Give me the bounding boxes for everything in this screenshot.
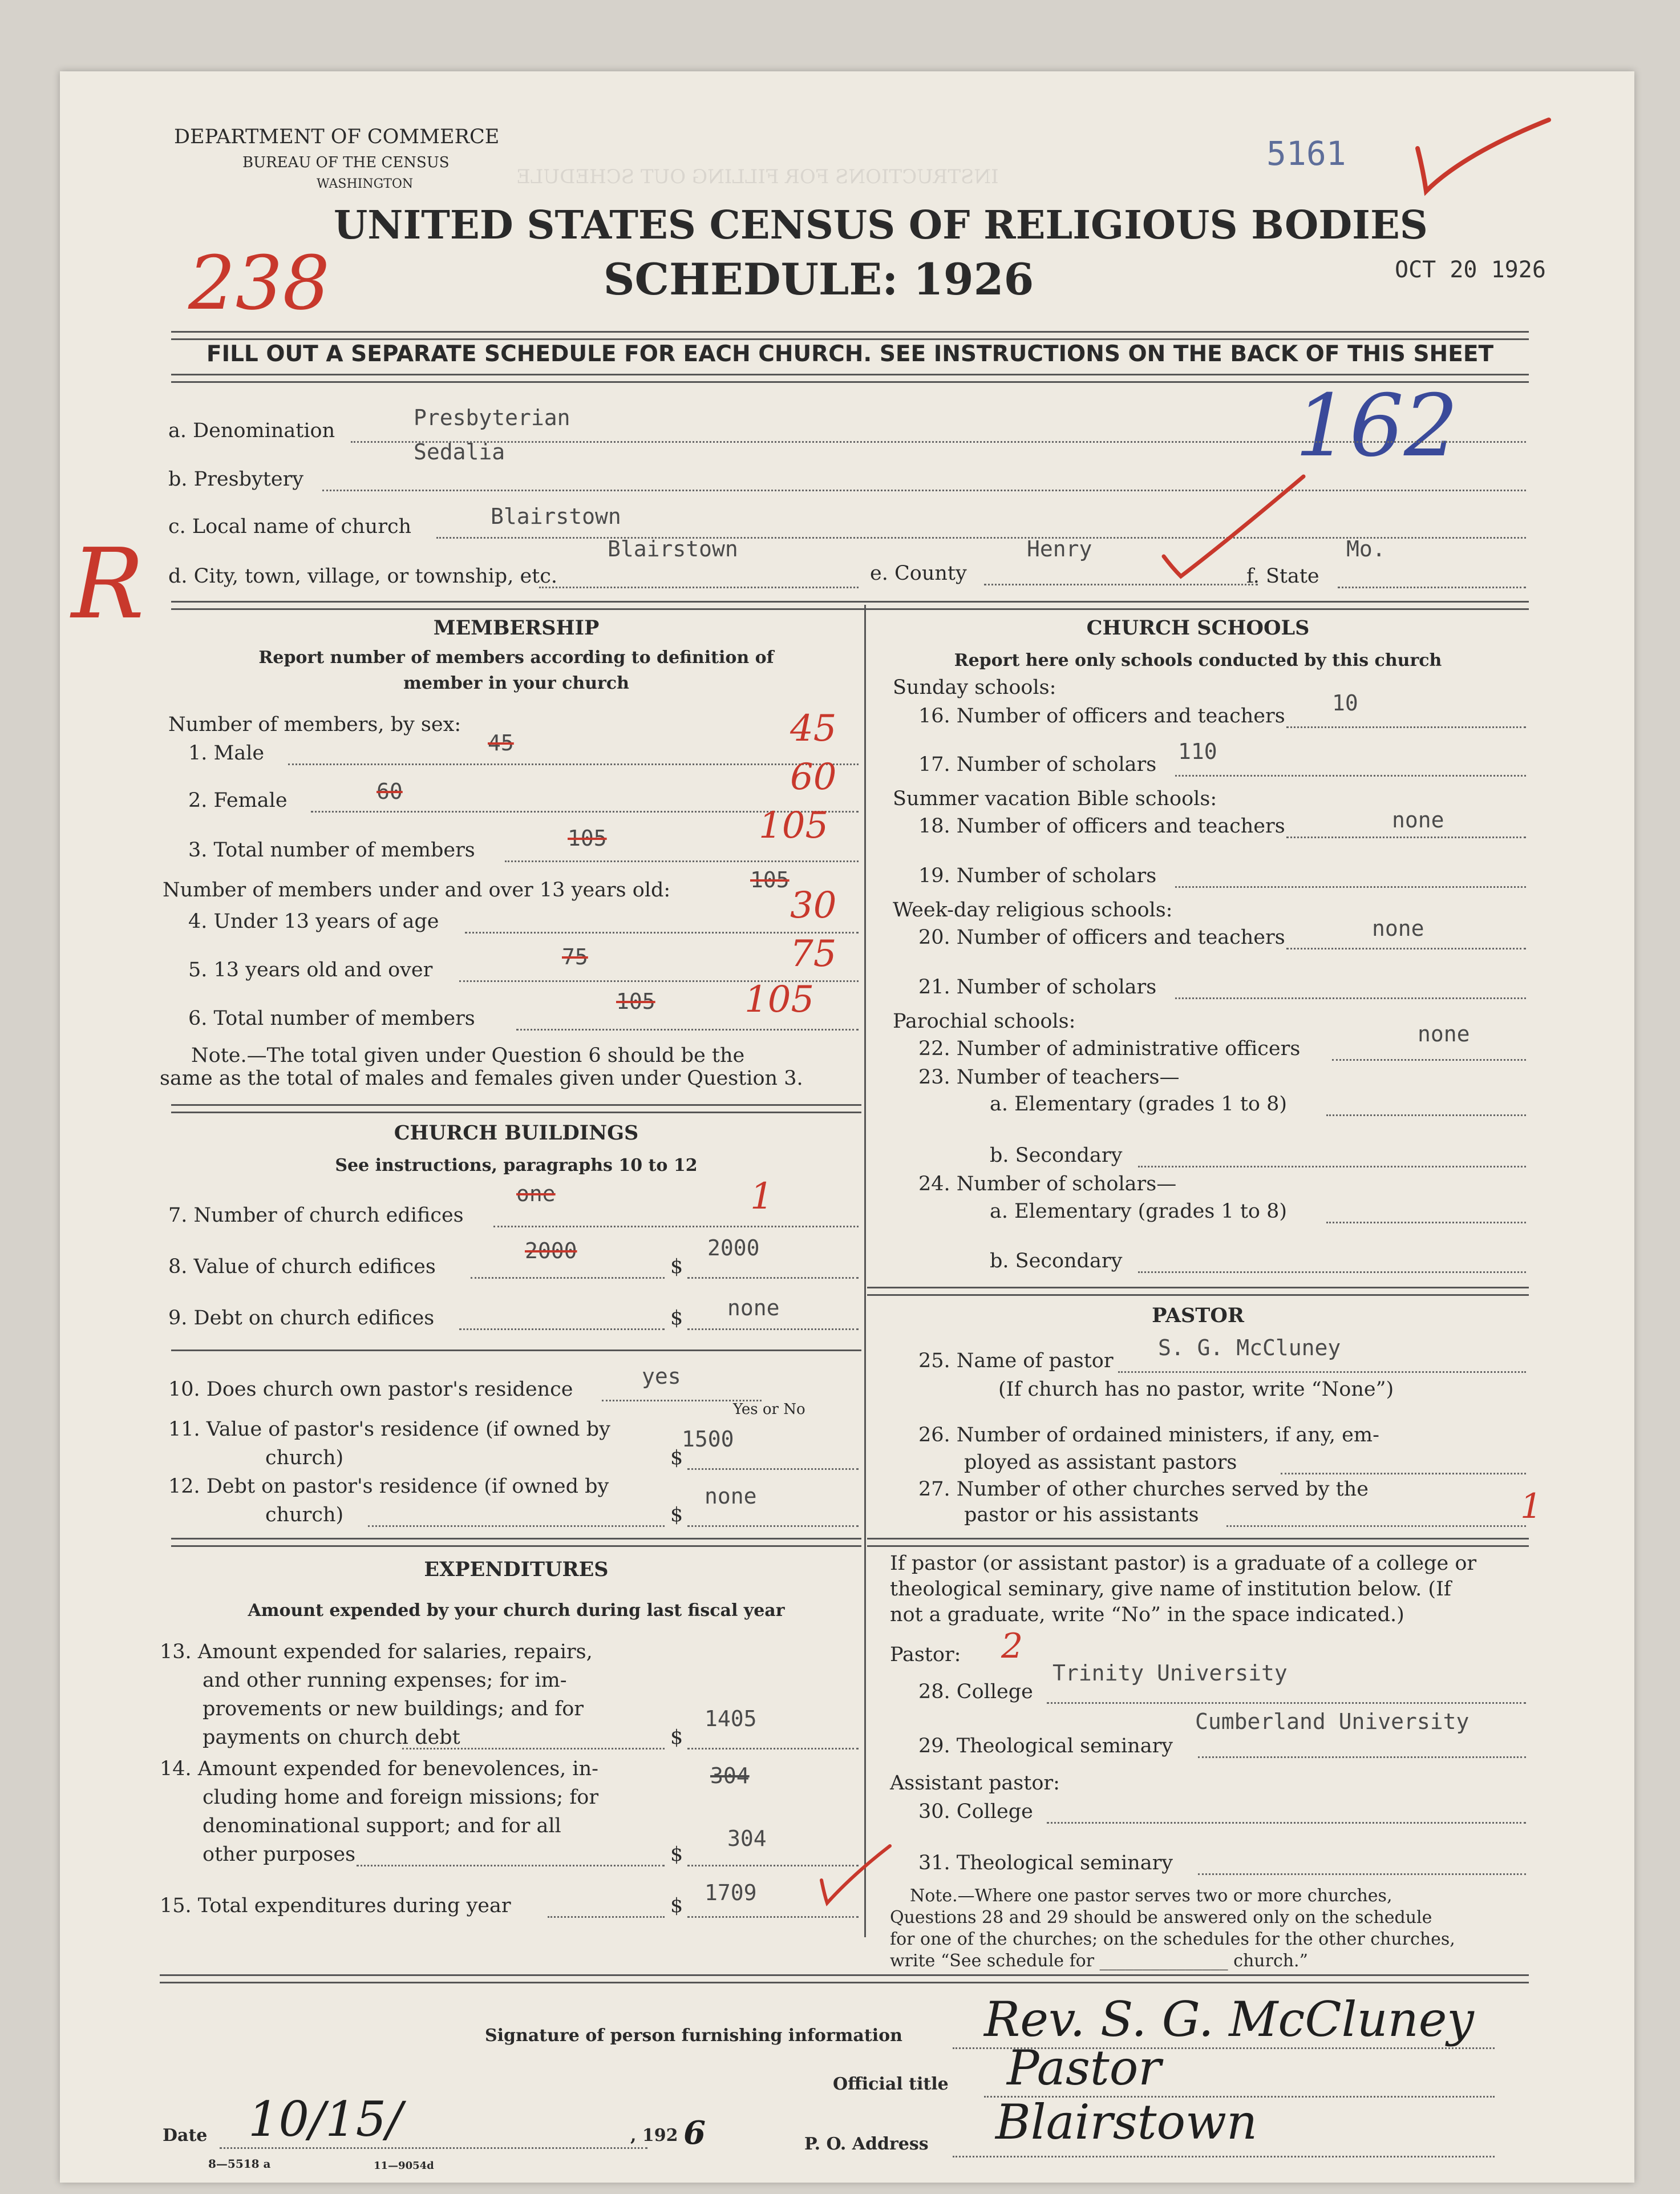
q13-line-2: and other running expenses; for im- (203, 1669, 567, 1692)
q26-line (1281, 1473, 1526, 1474)
city-line (539, 587, 859, 588)
county-label: e. County (870, 562, 967, 585)
footer-rule (160, 1974, 1529, 1983)
q14-line-3: denominational support; and for all (203, 1815, 561, 1837)
buildings-sub: See instructions, paragraphs 10 to 12 (335, 1155, 698, 1175)
q14-line-4: other purposes (203, 1843, 356, 1866)
pastor-heading: PASTOR (1152, 1304, 1244, 1327)
q13-line (402, 1748, 665, 1749)
pastor-hand-mark: 2 (1001, 1626, 1023, 1666)
q17-line (1175, 775, 1526, 777)
denomination-value: Presbyterian (414, 405, 570, 430)
q23a-label: a. Elementary (grades 1 to 8) (990, 1093, 1288, 1116)
q11-dollar: $ (670, 1446, 683, 1469)
schedule-year: SCHEDULE: 1926 (603, 254, 1034, 305)
yes-no-hint: Yes or No (733, 1401, 805, 1418)
handwritten-number: 238 (188, 240, 330, 326)
q10-value: yes (642, 1364, 681, 1389)
q7-hand-value: 1 (750, 1175, 774, 1218)
year-digit: 6 (683, 2114, 706, 2152)
q24b-label: b. Secondary (990, 1250, 1123, 1272)
q29-line (1198, 1756, 1526, 1758)
q24-label: 24. Number of scholars— (918, 1173, 1177, 1195)
q6-line (516, 1029, 859, 1031)
q14-line-2: cluding home and foreign missions; for (203, 1786, 599, 1809)
q15-line (548, 1916, 665, 1918)
q11-label-1: 11. Value of pastor's residence (if owned by (168, 1418, 610, 1441)
q9-line (459, 1328, 665, 1330)
q11-label-2: church) (265, 1446, 344, 1469)
presbytery-line (322, 490, 1526, 491)
q18-value: none (1392, 807, 1444, 833)
date-stamp: OCT 20 1926 (1395, 257, 1546, 283)
expenditures-sub: Amount expended by your church during last fiscal year (248, 1601, 785, 1621)
column-divider (864, 605, 866, 1937)
form-number-1: 8—5518 a (208, 2157, 271, 2171)
q13-value: 1405 (705, 1706, 757, 1731)
q9-value: none (727, 1295, 780, 1320)
date-line (220, 2147, 647, 2149)
q8-line (471, 1277, 665, 1279)
membership-heading: MEMBERSHIP (433, 616, 600, 640)
q29-value: Cumberland University (1195, 1709, 1470, 1734)
graduate-note-1: If pastor (or assistant pastor) is a graduate of a college or (890, 1552, 1477, 1575)
stamp-number: 5161 (1266, 134, 1346, 173)
q18-line (1286, 837, 1526, 838)
pastor-note-2: Questions 28 and 29 should be answered only on the schedule (890, 1908, 1432, 1928)
q12-dollar: $ (670, 1504, 683, 1526)
q1-typed-value: 45 (488, 730, 514, 755)
q4-hand-value: 30 (790, 884, 837, 927)
official-title-label: Official title (833, 2074, 949, 2094)
buildings-heading: CHURCH BUILDINGS (394, 1121, 639, 1145)
schools-heading: CHURCH SCHOOLS (1086, 616, 1310, 640)
q20-value: none (1372, 916, 1424, 941)
presbytery-value: Sedalia (414, 439, 505, 464)
handwritten-letter: R (71, 528, 144, 641)
department-name: DEPARTMENT OF COMMERCE (174, 126, 500, 148)
instruction-line: FILL OUT A SEPARATE SCHEDULE FOR EACH CHURCH. SEE INSTRUCTIONS ON THE BACK OF THIS SHEET (206, 341, 1494, 367)
q23b-label: b. Secondary (990, 1144, 1123, 1167)
membership-note-2: same as the total of males and females given under Question 3. (160, 1067, 803, 1090)
q13-line-1: 13. Amount expended for salaries, repairs, (160, 1641, 593, 1663)
year-prefix: , 192 (630, 2126, 678, 2145)
q6-typed-value: 105 (616, 989, 655, 1014)
presbytery-label: b. Presbytery (168, 468, 304, 491)
assistant-label: Assistant pastor: (890, 1772, 1060, 1795)
q7-label: 7. Number of church edifices (168, 1204, 464, 1227)
city-value: Blairstown (608, 536, 738, 561)
graduate-note-2: theological seminary, give name of institution below. (If (890, 1578, 1451, 1601)
census-schedule-sheet: INSTRUCTIONS FOR FILLING OUT SCHEDULE DEPARTMENT OF COMMERCE BUREAU OF THE CENSUS WASHINGTON 5161 UNITED STATES CENSUS OF RELIGIOUS BODIES SCHEDULE: 1926 238 OCT 20 1926 FILL OUT A SEPARATE SCHEDULE FOR EACH CHURCH. SEE INSTRUCTIONS ON THE BACK OF THIS SHEET R 162 a. Denomination Presbyterian b. Presbytery Sedalia c. Local name of church Blairstown d. City, town, village, or township, etc. Blairstown e. County Henry f. State Mo. MEMBERSHIP Report number of members according to definition of member in your church Number of members, by sex: 1. Male 45 45 2. Female 60 60 3. Total number of members 105 105 Number of members under and over 13 years old: 105 4. Under 13 years of age 30 5. 13 years old and over 75 75 6. Total number of members 105 105 Note.—The total given under Question 6 should be the same as the total of males and females given under Question 3. CHURCH BUILDINGS See instructions, paragraphs 10 to 12 7. Number of church edifices one 1 8. Value of church edifices 2000 $ 2000 9. Debt on church edifices $ none 10. Does church own pastor's residence yes Yes or No 11. Value of pastor's residence (if owned by church) $ 1500 12. Debt on pastor's residence (if owned by church) $ none EXPENDITURES Amount expended by your church during last fiscal year 13. Amount expended for salaries, repairs, and other running expenses; for im- provements or new buildings; and for payments on church debt $ 1405 14. Amount expended for benevolences, in- cluding home and foreign missions; for denominational support; and for all other purposes 304 $ 304 15. Total expenditures during year $ 1709 CHURCH SCHOOLS Report here only schools conducted by this church Sunday schools: 16. Number of officers and teachers 10 17. Number of scholars 110 Summer vacation Bible schools: 18. Number of officers and teachers none 19. Number of scholars Week-day religious schools: 20. Number of officers and teachers none 21. Number of scholars Parochial schools: 22. Number of administrative officers none 23. Number of teachers— a. Elementary (grades 1 to 8) b. Secondary 24. Number of scholars— a. Elementary (grades 1 to 8) b. Secondary PASTOR 25. Name of pastor S. G. McCluney (If church has no pastor, write “None”) 26. Number of ordained ministers, if any, em- ployed as assistant pastors 27. Number of other churches served by the pastor or his assistants 1 If pastor (or assistant pastor) is a graduate of a college or theological seminary, give name of institution below. (If not a graduate, write “No” in the space indicated.) Pastor: 2 28. College Trinity University 29. Theological seminary Cumberland University Assistant pastor: 30. College 31. Theological seminary Note.—Where one pastor serves two or more churches, Questions 28 and 29 should be answered only on the schedule for one of the churches; on the schedules for the other churches, write “See schedule for _______________ church.” Signature of person furnishing information Rev. S. G. McCluney Official title Pastor Date 10/15/ , 192 6 P. O. Address Blairstown 8—5518 a 11—9054d (60, 71, 1634, 2183)
state-value: Mo. (1346, 536, 1386, 561)
form-title: UNITED STATES CENSUS OF RELIGIOUS BODIES (334, 203, 1428, 248)
membership-sub-2: member in your church (403, 673, 629, 693)
header-rule-top (171, 331, 1529, 340)
q12-label-1: 12. Debt on pastor's residence (if owned by (168, 1475, 609, 1498)
q28-line (1047, 1702, 1526, 1704)
red-check-mark (1412, 114, 1560, 200)
signature-value: Rev. S. G. McCluney (984, 1991, 1474, 2047)
q18-label: 18. Number of officers and teachers (918, 815, 1285, 838)
pastor-note-1: Note.—Where one pastor serves two or more churches, (910, 1886, 1392, 1906)
q8-value: 2000 (707, 1235, 760, 1260)
q22-label: 22. Number of administrative officers (918, 1037, 1301, 1060)
q2-typed-value: 60 (377, 779, 403, 804)
sunday-label: Sunday schools: (893, 676, 1056, 699)
q16-value: 10 (1332, 690, 1358, 716)
q27-label-1: 27. Number of other churches served by the (918, 1478, 1369, 1501)
q3-label: 3. Total number of members (188, 839, 475, 862)
q5-label: 5. 13 years old and over (188, 959, 433, 981)
q8-old-value: 2000 (525, 1238, 577, 1263)
pastor-sub-label: Pastor: (890, 1643, 961, 1666)
q27-line (1226, 1525, 1526, 1527)
q8-label: 8. Value of church edifices (168, 1255, 436, 1278)
q9-rule (171, 1349, 861, 1351)
pastor-rule (867, 1538, 1529, 1547)
q23a-line (1326, 1114, 1526, 1116)
date-value: 10/15/ (248, 2091, 403, 2147)
q1-line (288, 763, 859, 765)
q31-line (1198, 1873, 1526, 1875)
membership-rule (171, 1104, 861, 1113)
denomination-line (351, 441, 1526, 443)
by-sex-label: Number of members, by sex: (168, 713, 462, 736)
q5-hand-value: 75 (790, 933, 837, 975)
denomination-label: a. Denomination (168, 419, 335, 442)
q8-amount-line (687, 1277, 859, 1279)
state-line (1338, 587, 1526, 588)
local-name-label: c. Local name of church (168, 515, 412, 538)
summer-label: Summer vacation Bible schools: (893, 787, 1217, 810)
q3-typed-value: 105 (568, 826, 607, 851)
age-typed-value: 105 (750, 867, 790, 892)
signature-label: Signature of person furnishing information (485, 2026, 902, 2046)
q12-line (368, 1525, 665, 1527)
q30-line (1047, 1822, 1526, 1824)
po-address-value: Blairstown (995, 2094, 1258, 2150)
q15-value: 1709 (705, 1880, 757, 1905)
q8-dollar: $ (670, 1255, 683, 1278)
official-title-value: Pastor (1007, 2040, 1161, 2096)
q15-dollar: $ (670, 1894, 683, 1917)
q24a-line (1326, 1222, 1526, 1223)
q26-label-2: ployed as assistant pastors (964, 1451, 1237, 1474)
q29-label: 29. Theological seminary (918, 1735, 1173, 1757)
weekday-label: Week-day religious schools: (893, 899, 1173, 922)
q30-label: 30. College (918, 1800, 1033, 1823)
local-name-value: Blairstown (491, 504, 621, 529)
q12-label-2: church) (265, 1504, 344, 1526)
q9-dollar: $ (670, 1307, 683, 1330)
q4-label: 4. Under 13 years of age (188, 910, 439, 933)
q9-label: 9. Debt on church edifices (168, 1307, 435, 1330)
state-label: f. State (1246, 565, 1319, 588)
q17-value: 110 (1178, 739, 1217, 764)
q3-line (505, 860, 859, 862)
red-check-total (819, 1840, 893, 1909)
q16-line (1286, 726, 1526, 728)
pastor-note-4: write “See schedule for _______________ church.” (890, 1951, 1308, 1971)
q14-dollar: $ (670, 1843, 683, 1866)
date-label: Date (163, 2126, 208, 2145)
q9-amount-line (687, 1328, 859, 1330)
q21-label: 21. Number of scholars (918, 976, 1157, 999)
q19-line (1175, 886, 1526, 888)
q2-hand-value: 60 (790, 756, 837, 798)
q13-dollar: $ (670, 1726, 683, 1749)
schools-rule (867, 1287, 1529, 1296)
section-rule (171, 601, 1529, 610)
q26-label-1: 26. Number of ordained ministers, if any, em- (918, 1424, 1379, 1446)
q15-amount-line (687, 1916, 859, 1918)
bureau-name: BUREAU OF THE CENSUS (242, 154, 450, 171)
county-value: Henry (1027, 536, 1092, 561)
q12-value: none (705, 1484, 757, 1509)
q13-line-3: provements or new buildings; and for (203, 1698, 584, 1720)
membership-note-1: Note.—The total given under Question 6 should be the (191, 1044, 745, 1067)
q6-label: 6. Total number of members (188, 1007, 475, 1030)
q2-label: 2. Female (188, 789, 288, 812)
membership-sub-1: Report number of members according to definition of (258, 648, 774, 668)
schools-sub: Report here only schools conducted by this church (954, 650, 1442, 670)
q27-hand-value: 1 (1520, 1486, 1543, 1526)
handwritten-code: 162 (1295, 377, 1459, 476)
q23-label: 23. Number of teachers— (918, 1066, 1180, 1089)
q24a-label: a. Elementary (grades 1 to 8) (990, 1200, 1288, 1223)
q28-value: Trinity University (1052, 1660, 1288, 1686)
q1-label: 1. Male (188, 742, 265, 765)
q11-amount-line (687, 1468, 859, 1470)
q22-line (1332, 1059, 1526, 1061)
q16-label: 16. Number of officers and teachers (918, 705, 1285, 728)
q1-hand-value: 45 (790, 708, 837, 750)
q27-label-2: pastor or his assistants (964, 1504, 1199, 1526)
city-label: d. City, town, village, or township, etc. (168, 565, 557, 588)
buildings-rule (171, 1538, 861, 1547)
q11-value: 1500 (682, 1427, 734, 1452)
q25-note: (If church has no pastor, write “None”) (998, 1378, 1394, 1401)
expenditures-heading: EXPENDITURES (424, 1558, 609, 1581)
q14-line-1: 14. Amount expended for benevolences, in- (160, 1757, 598, 1780)
q7-typed-value: one (516, 1181, 556, 1206)
q24b-line (1138, 1271, 1526, 1273)
q14-old-value: 304 (710, 1763, 750, 1788)
q28-label: 28. College (918, 1680, 1033, 1703)
parochial-label: Parochial schools: (893, 1010, 1076, 1033)
q6-hand-value: 105 (744, 979, 815, 1021)
age-breakdown-label: Number of members under and over 13 years old: (163, 879, 671, 902)
graduate-note-3: not a graduate, write “No” in the space indicated.) (890, 1603, 1404, 1626)
po-address-label: P. O. Address (804, 2134, 929, 2154)
q15-label: 15. Total expenditures during year (160, 1894, 511, 1917)
po-address-line (953, 2156, 1495, 2157)
q20-line (1286, 948, 1526, 949)
form-number-2: 11—9054d (374, 2160, 434, 2172)
q20-label: 20. Number of officers and teachers (918, 926, 1285, 949)
q13-amount-line (687, 1748, 859, 1749)
q13-line-4: payments on church debt (203, 1726, 460, 1749)
q12-amount-line (687, 1525, 859, 1527)
q31-label: 31. Theological seminary (918, 1852, 1173, 1874)
q7-line (493, 1226, 859, 1227)
city-name: WASHINGTON (317, 177, 414, 191)
q25-line (1118, 1371, 1526, 1373)
q23b-line (1138, 1166, 1526, 1167)
q22-value: none (1418, 1021, 1470, 1047)
q19-label: 19. Number of scholars (918, 864, 1157, 887)
q3-hand-value: 105 (759, 805, 829, 847)
q14-value: 304 (727, 1826, 767, 1851)
pastor-note-3: for one of the churches; on the schedules for the other churches, (890, 1929, 1455, 1949)
q25-label: 25. Name of pastor (918, 1349, 1114, 1372)
q25-value: S. G. McCluney (1158, 1335, 1341, 1360)
q14-line (357, 1865, 665, 1866)
red-check-county (1161, 471, 1309, 585)
q5-typed-value: 75 (562, 944, 588, 969)
q17-label: 17. Number of scholars (918, 753, 1157, 776)
q21-line (1175, 997, 1526, 999)
q10-label: 10. Does church own pastor's residence (168, 1378, 573, 1401)
